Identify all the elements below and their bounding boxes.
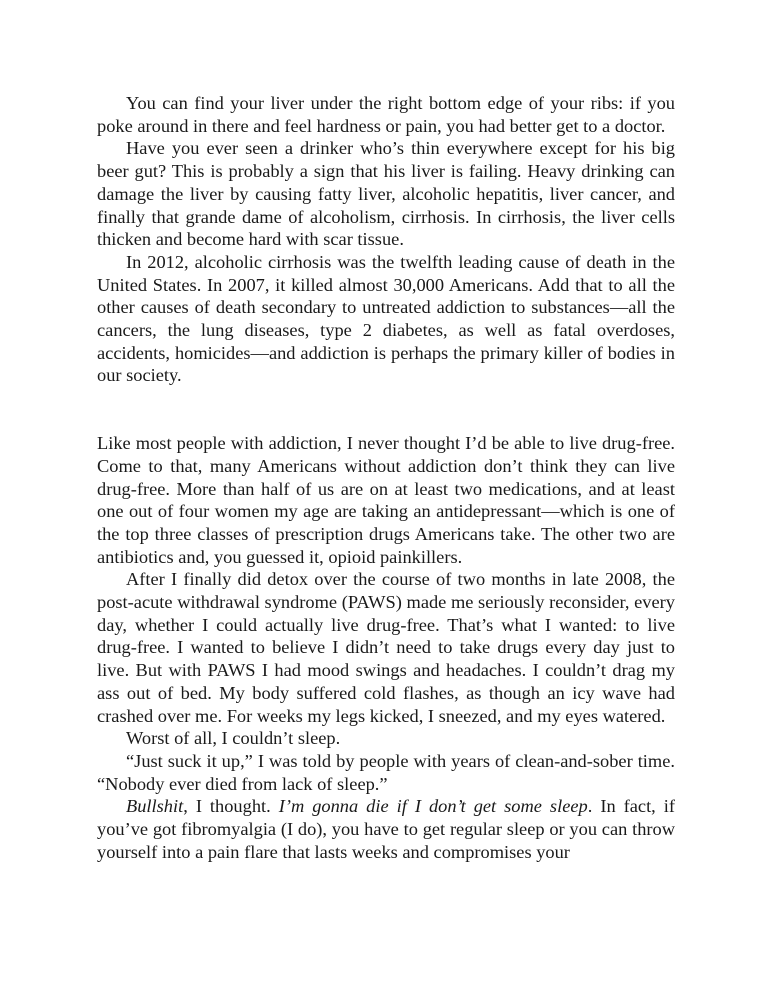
book-page bbox=[97, 92, 675, 864]
paragraph-drug-free: Like most people with addiction, I never thought I’d be able to live drug-free. Come to that, many Americans without addiction don’t think they can live drug-free. More than half of us are on at least two medications, and at least one out of four women my age are taking an antidepressant—which is one of the top three classes of prescription drugs Americans take. The other two are antibiotics and, you guessed it, opioid painkillers. bbox=[97, 433, 675, 567]
text-fibromyalgia: . In fact, if you’ve got fibromyalgia (I do), you have to get regular sleep or you can throw yourself into a pain flare that lasts weeks and compromises your bbox=[97, 796, 675, 862]
italic-gonna-die: I’m gonna die if I don’t get some sleep bbox=[278, 796, 588, 817]
paragraph-liver-location: You can find your liver under the right bottom edge of your ribs: if you poke around in there and feel hardness or pain, you had better get to a doctor. bbox=[97, 93, 675, 136]
paragraph-worst-sleep: Worst of all, I couldn’t sleep. bbox=[126, 728, 341, 749]
paragraph-detox-paws: After I finally did detox over the course of two months in late 2008, the post-acute withdrawal syndrome (PAWS) made me seriously reconsider, every day, whether I could actually live drug-free. That’s what I wanted: to live drug-free. I wanted to believe I didn’t need to take drugs every day just to live. But with PAWS I had mood swings and headaches. I couldn’t drag my ass out of bed. My body suffered cold flashes, as though an icy wave had crashed over me. For weeks my legs kicked, I sneezed, and my eyes watered. bbox=[97, 569, 675, 726]
paragraph-beer-gut: Have you ever seen a drinker who’s thin everywhere except for his big beer gut? This is probably a sign that his liver is failing. Heavy drinking can damage the liver by causing fatty liver, alcoholic hepatitis, liver cancer, and finally that grande dame of alcoholism, cirrhosis. In cirrhosis, the liver cells thicken and become hard with scar tissue. bbox=[97, 138, 675, 250]
paragraph-suck-it-up: “Just suck it up,” I was told by people with years of clean-and-sober time. “Nobody ever died from lack of sleep.” bbox=[97, 750, 675, 794]
text-i-thought: , I thought. bbox=[183, 796, 279, 817]
paragraph-cirrhosis-statistics: In 2012, alcoholic cirrhosis was the twelfth leading cause of death in the United States. In 2007, it killed almost 30,000 Americans. Add that to all the other causes of death secondary to untreated addiction to substances—all the cancers, the lung diseases, type 2 diabetes, as well as fatal overdoses, accidents, homicides—and addiction is perhaps the primary killer of bodies in our society. bbox=[97, 251, 675, 386]
paragraph-fibromyalgia bbox=[97, 795, 675, 863]
section-break bbox=[97, 387, 675, 432]
italic-bullshit: Bullshit bbox=[126, 796, 184, 817]
